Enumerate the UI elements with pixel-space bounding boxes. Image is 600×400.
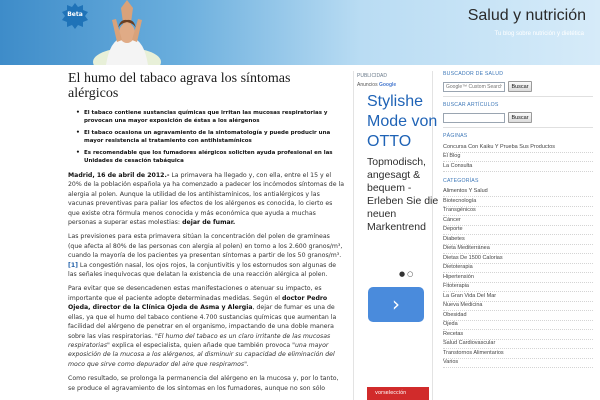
article	[68, 71, 344, 400]
category-link[interactable]: Transgénicos	[443, 207, 593, 217]
site-header	[0, 0, 600, 65]
google-search-row	[443, 81, 593, 92]
footnote-link[interactable]: [1]	[68, 261, 78, 269]
categories-list	[443, 188, 593, 369]
paragraph-text: La congestión nasal, los ojos rojos, la conjuntivitis y los estornudos son algunas de las señales inequívocas que delatan la existencia de una reacción alérgica al polen.	[68, 261, 337, 279]
ad-headline[interactable]: Stylishe Mode von OTTO	[367, 93, 438, 150]
category-link[interactable]: Ojeda	[443, 321, 593, 331]
summary-item: • Es recomendable que los fumadores alérgicos soliciten ayuda profesional en las Unidades de cesación tabáquica	[78, 149, 344, 165]
article-title[interactable]: El humo del tabaco agrava los síntomas alérgicos	[68, 71, 291, 101]
category-link[interactable]: Biotecnología	[443, 197, 593, 207]
category-link[interactable]: Fitoterapia	[443, 283, 593, 293]
category-link[interactable]: Dieta Mediterránea	[443, 245, 593, 255]
paragraph: Como resultado, se prolonga la permanencia del alérgeno en la mucosa y, por lo tanto, se produce el agravamiento de los síntomas en los fumadores, aunque no son sólo	[68, 375, 339, 392]
pages-list	[443, 143, 593, 172]
google-search-input[interactable]	[443, 82, 505, 92]
ad-banner[interactable]	[367, 387, 429, 400]
category-link[interactable]: Cáncer	[443, 216, 593, 226]
divider	[443, 96, 593, 97]
ad-pagination-dots-icon[interactable]: ●○	[399, 270, 416, 278]
quote: "El humo del tabaco es un claro irritante de las mucosas respiratorias"	[68, 332, 331, 349]
dateline: Madrid, 16 de abril de 2012.-	[68, 172, 170, 179]
site-title[interactable]: Salud y nutrición	[467, 7, 586, 24]
paragraph-text: Las previsiones para esta primavera sitúan la concentración del polen de gramíneas (que afecta al 80% de las personas con alergia al polen) en torno a los 2.600 granos/m³, cuando la mayoría de los pacientes ya presentan síntomas a partir de los 50 granos/m³.	[68, 233, 343, 260]
articles-search-title: BUSCAR ARTÍCULOS	[443, 102, 499, 108]
paragraph-emphasis: dejar de fumar.	[179, 219, 236, 227]
paragraph	[68, 284, 344, 369]
doctor-name: doctor Pedro Ojeda, director de la Clínica Ojeda de Asma y Alergia	[68, 294, 328, 312]
category-link[interactable]: Transtornos Alimentarios	[443, 349, 593, 359]
category-link[interactable]: Salud Cardiovascular	[443, 340, 593, 350]
sidebar	[443, 71, 593, 400]
category-link[interactable]: Varios	[443, 359, 593, 369]
category-link[interactable]: Obesidad	[443, 311, 593, 321]
summary-item: • El tabaco ocasiona un agravamiento de la sintomatología y puede producir una mayor resistencia al tratamiento con antihistamínicos	[78, 129, 344, 145]
category-link[interactable]: Recetas	[443, 330, 593, 340]
ad-next-button[interactable]: ›	[368, 287, 424, 322]
ads-label: PUBLICIDAD	[357, 73, 388, 79]
categories-title: CATEGORÍAS	[443, 177, 479, 184]
beta-label: Beta	[67, 11, 83, 18]
page-link[interactable]: La Consulta	[443, 162, 593, 172]
category-link[interactable]: La Gran Vida Del Mar	[443, 292, 593, 302]
pages-title: PÁGINAS	[443, 133, 468, 139]
category-link[interactable]: Hipertensión	[443, 273, 593, 283]
category-link[interactable]: Dietoterapia	[443, 264, 593, 274]
page-link[interactable]: Concursa Con Kaiku Y Prueba Sus Productos	[443, 143, 593, 153]
google-search-button[interactable]: Buscar	[508, 81, 532, 92]
category-link[interactable]: Alimentos Y Salud	[443, 188, 593, 198]
divider	[443, 127, 593, 128]
summary-item: • El tabaco contiene sustancias químicas que irritan las mucosas respiratorias y provocan una mayor exposición de éstas a los alérgenos	[78, 109, 344, 125]
yoga-woman-image	[92, 0, 162, 65]
site-tagline: Tu blog sobre nutrición y dietética	[494, 31, 584, 37]
google-brand: Google	[378, 82, 397, 88]
articles-search-button[interactable]: Buscar	[508, 112, 532, 123]
ad-banner-label: vorselección	[375, 390, 407, 396]
ad-body[interactable]: Topmodisch, angesagt & bequem - Erleben Sie die neuen Markentrend	[367, 156, 439, 233]
ad-column	[353, 71, 439, 400]
category-link[interactable]: Dietas De 1500 Calorias	[443, 254, 593, 264]
paragraph	[68, 232, 344, 279]
search-title: BUSCADOR DE SALUD	[443, 71, 504, 77]
category-link[interactable]: Nueva Medicina	[443, 302, 593, 312]
quote: "una mayor exposición de la mucosa a los alérgenos, al disminuir su capacidad de eliminación del moco que sirve como depurador del aire que respiramos".	[68, 341, 335, 368]
page-link[interactable]: El Blog	[443, 153, 593, 163]
paragraph	[68, 171, 344, 227]
articles-search-input[interactable]	[443, 113, 505, 123]
paragraph-text: La primavera ha llegado y, con ella, entre el 15 y el 20% de la población española ya ha comenzado a padecer los incómodos síntomas de la alergia al polen. Aunque la utilidad de los antihistamínicos, los antialérgicos y las vacunas preventivas para paliar los efectos de los alérgenos es conocida, lo cierto es que existe otra fórmula menos conocida y más económica que ayuda a muchas personas a superar estas molestias:	[68, 172, 344, 227]
article-summary	[78, 109, 344, 165]
ads-by-text: Anuncios	[357, 82, 378, 88]
articles-search-row	[443, 112, 593, 123]
ads-by-google[interactable]	[357, 82, 432, 88]
category-link[interactable]: Diabetes	[443, 235, 593, 245]
paragraph-text: explica el especialista, quien añade que también provoca	[109, 341, 293, 349]
category-link[interactable]: Deporte	[443, 226, 593, 236]
paragraph-text: , dejar de fumar es una de ellas, ya que el humo del tabaco contiene 4.700 sustancias químicas que aumentan la facilidad del alérgeno de penetrar en el organismo, impactando de una doble manera sobre las vías respiratorias.	[68, 304, 337, 340]
paragraph-text: Para evitar que se desencadenen estas manifestaciones o atenuar su impacto, es importante que el paciente adopte determinadas medidas. Según el	[68, 285, 322, 302]
